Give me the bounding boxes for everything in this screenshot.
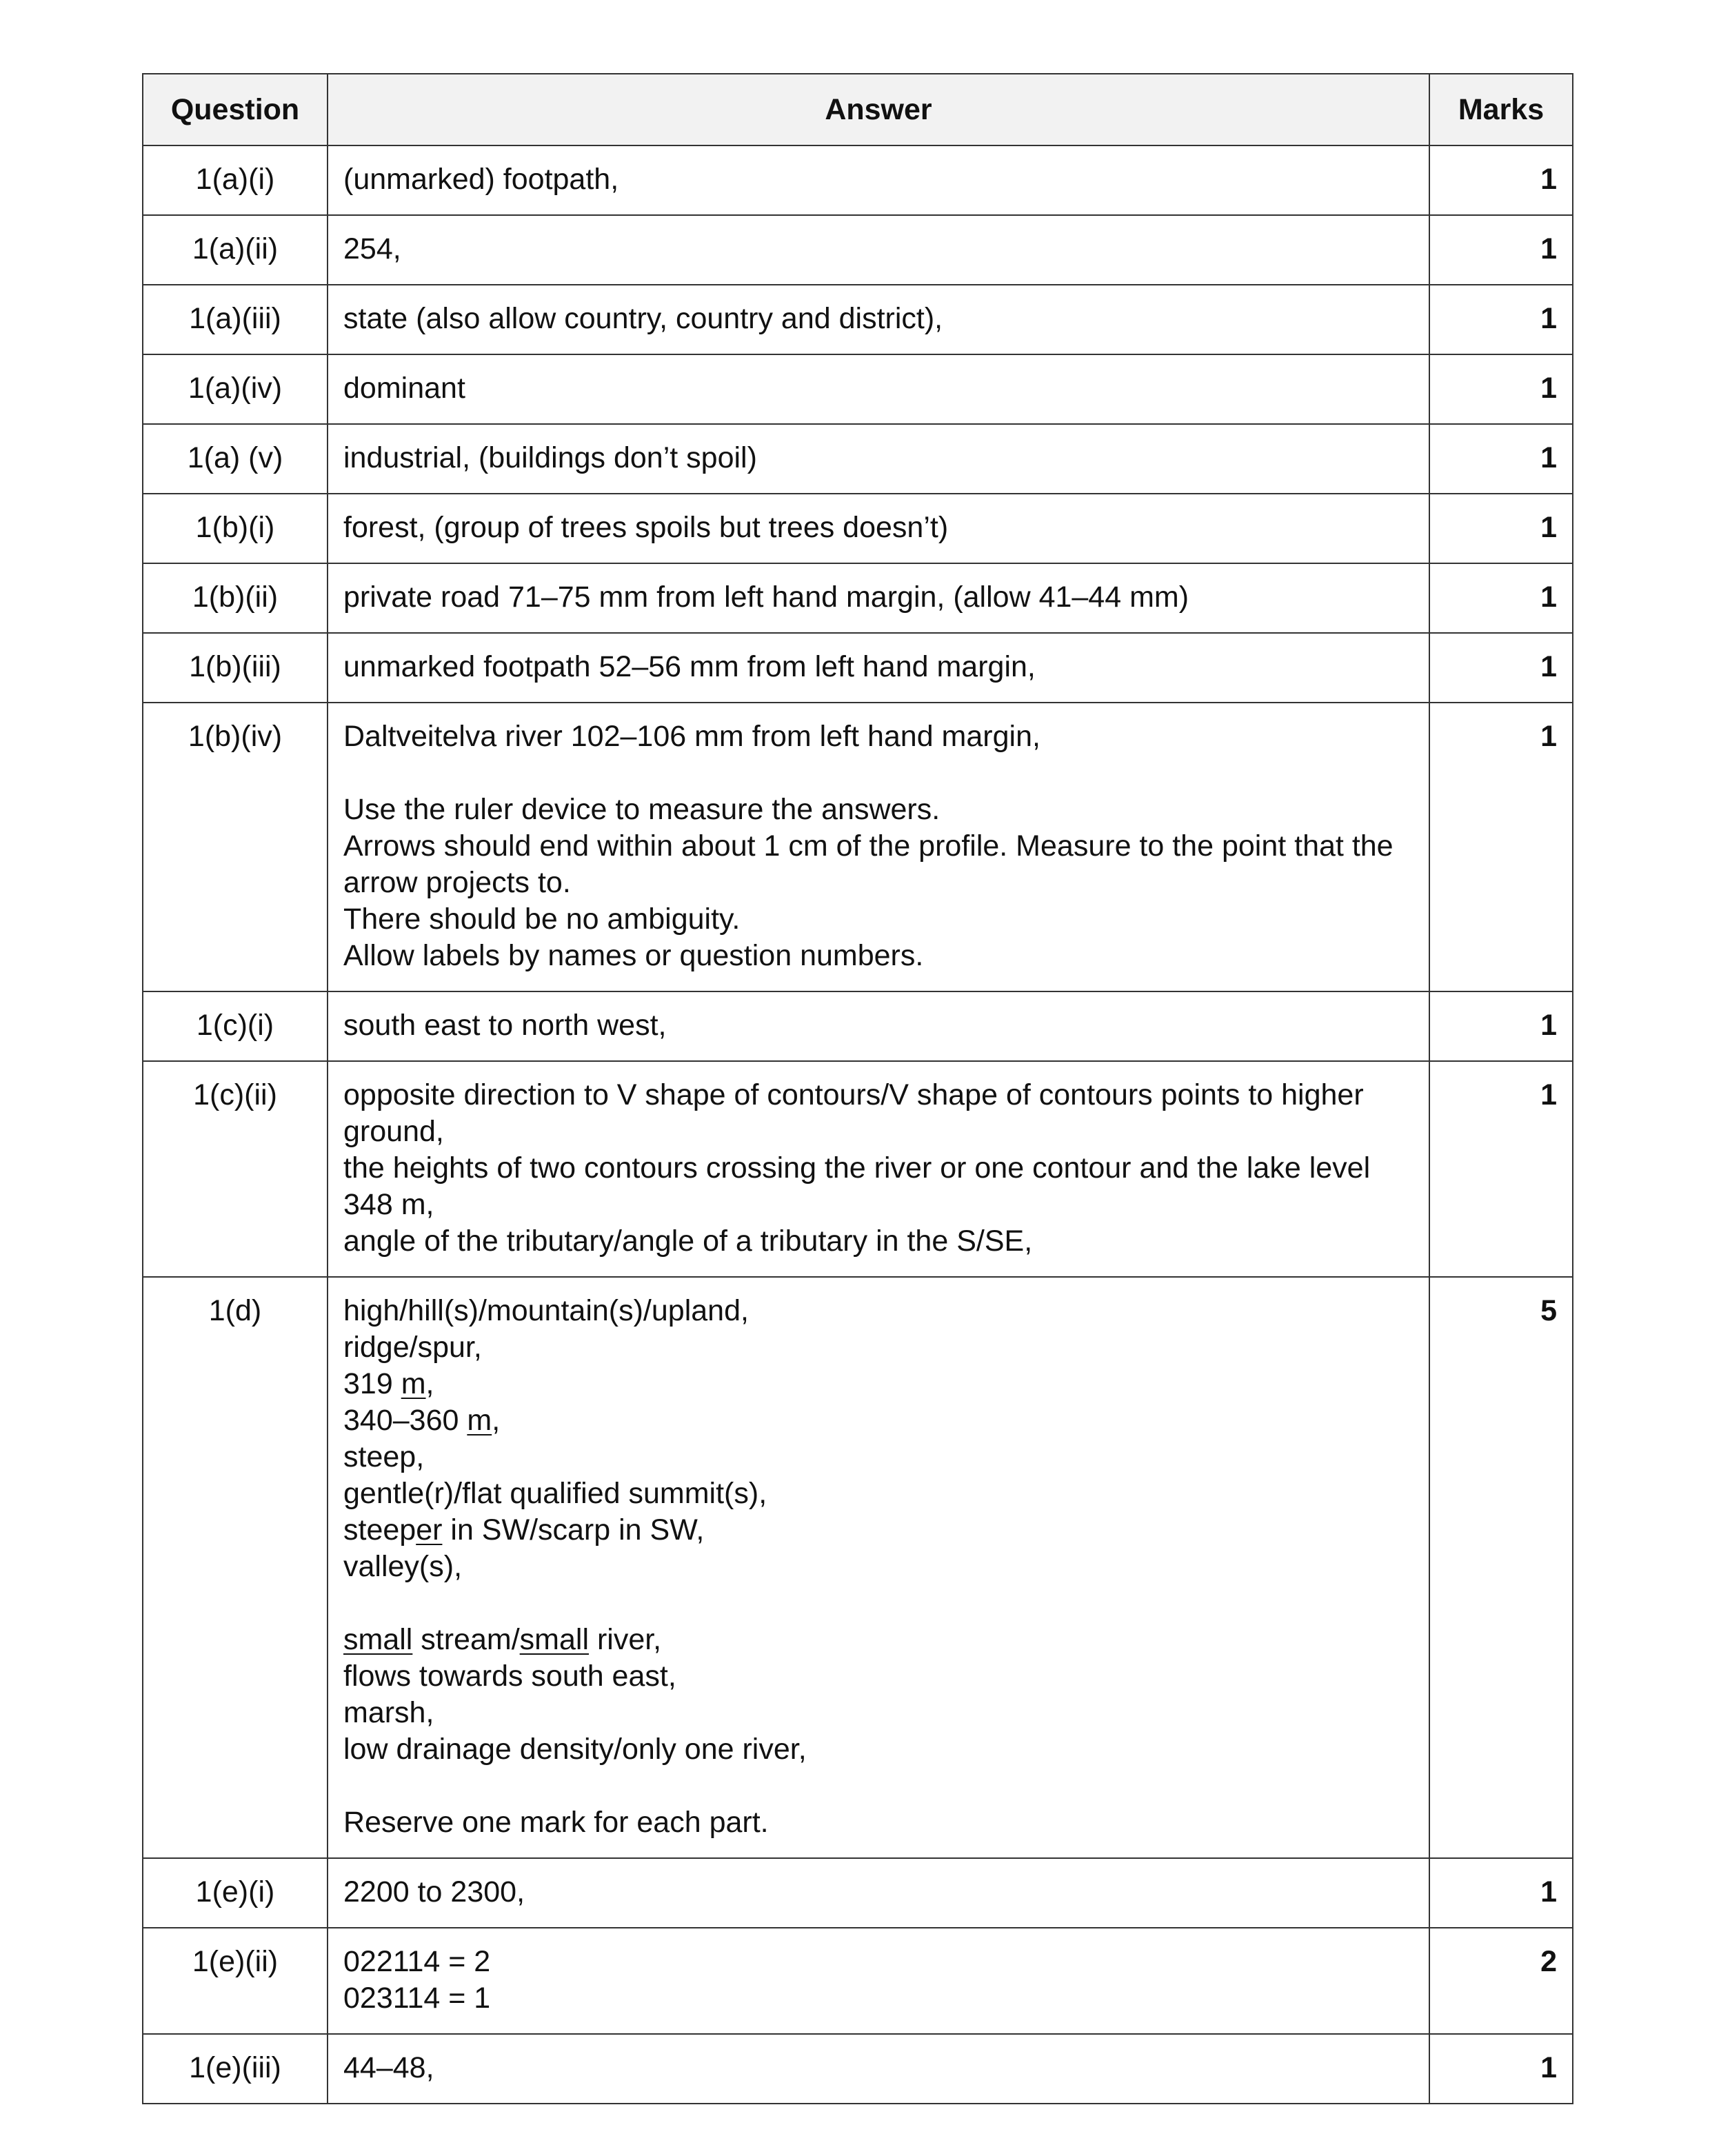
answer-line: valley(s), bbox=[343, 1550, 463, 1583]
marks-cell: 1 bbox=[1429, 1858, 1573, 1928]
question-number-cell: 1(b)(iii) bbox=[143, 633, 328, 703]
table-row bbox=[143, 285, 1573, 354]
answer-line: Daltveitelva river 102–106 mm from left hand margin, bbox=[343, 720, 1040, 753]
table-row bbox=[143, 1277, 1573, 1858]
marks-cell: 1 bbox=[1429, 354, 1573, 424]
answer-cell bbox=[328, 633, 1429, 703]
answer-line: 2200 to 2300, bbox=[343, 1875, 525, 1908]
answer-line: Reserve one mark for each part. bbox=[343, 1806, 769, 1839]
marks-cell: 1 bbox=[1429, 424, 1573, 494]
marks-cell: 1 bbox=[1429, 2034, 1573, 2104]
mark-scheme-page bbox=[142, 73, 1572, 2104]
answer-cell bbox=[328, 1277, 1429, 1858]
table-row bbox=[143, 1061, 1573, 1277]
table-header-row bbox=[143, 74, 1573, 145]
table-row bbox=[143, 424, 1573, 494]
marks-cell: 1 bbox=[1429, 703, 1573, 991]
question-number-cell: 1(b)(i) bbox=[143, 494, 328, 563]
answer-cell bbox=[328, 1858, 1429, 1928]
table-row bbox=[143, 2034, 1573, 2104]
answer-spacer bbox=[343, 1585, 1414, 1622]
marks-cell: 1 bbox=[1429, 215, 1573, 285]
table-row bbox=[143, 1858, 1573, 1928]
answer-line: 44–48, bbox=[343, 2051, 434, 2084]
answer-cell bbox=[328, 1061, 1429, 1277]
answer-line: steeper in SW/scarp in SW, bbox=[343, 1513, 705, 1547]
answer-line: small stream/small river, bbox=[343, 1623, 662, 1656]
table-row bbox=[143, 145, 1573, 215]
answer-column-header: Answer bbox=[328, 74, 1429, 145]
answer-line: There should be no ambiguity. bbox=[343, 903, 741, 936]
question-number-cell: 1(a)(iii) bbox=[143, 285, 328, 354]
answer-line: 319 m, bbox=[343, 1367, 434, 1400]
marks-cell: 1 bbox=[1429, 285, 1573, 354]
question-number-cell: 1(d) bbox=[143, 1277, 328, 1858]
mark-scheme-table bbox=[142, 73, 1573, 2104]
question-number-cell: 1(a)(ii) bbox=[143, 215, 328, 285]
answer-cell bbox=[328, 424, 1429, 494]
answer-line: ridge/spur, bbox=[343, 1331, 482, 1364]
question-number-cell: 1(b)(iv) bbox=[143, 703, 328, 991]
answer-line: steep, bbox=[343, 1440, 425, 1473]
marks-cell: 2 bbox=[1429, 1928, 1573, 2034]
answer-line: opposite direction to V shape of contours/V shape of contours points to higher ground, bbox=[343, 1078, 1372, 1148]
answer-line: private road 71–75 mm from left hand margin, (allow 41–44 mm) bbox=[343, 581, 1189, 614]
answer-cell bbox=[328, 563, 1429, 633]
answer-line: angle of the tributary/angle of a tributary in the S/SE, bbox=[343, 1225, 1033, 1258]
marks-cell: 1 bbox=[1429, 563, 1573, 633]
answer-line: marsh, bbox=[343, 1696, 434, 1729]
table-row bbox=[143, 703, 1573, 991]
answer-cell bbox=[328, 991, 1429, 1061]
marks-cell: 5 bbox=[1429, 1277, 1573, 1858]
answer-line: (unmarked) footpath, bbox=[343, 163, 619, 196]
answer-line: unmarked footpath 52–56 mm from left hand margin, bbox=[343, 650, 1036, 683]
answer-cell bbox=[328, 285, 1429, 354]
answer-line: 340–360 m, bbox=[343, 1404, 501, 1437]
answer-line: Arrows should end within about 1 cm of the profile. Measure to the point that the arrow projects to. bbox=[343, 829, 1402, 899]
question-number-cell: 1(e)(ii) bbox=[143, 1928, 328, 2034]
table-row bbox=[143, 354, 1573, 424]
table-row bbox=[143, 991, 1573, 1061]
answer-line: dominant bbox=[343, 372, 465, 405]
answer-cell bbox=[328, 494, 1429, 563]
answer-line: the heights of two contours crossing the river or one contour and the lake level 348 m, bbox=[343, 1151, 1379, 1221]
answer-line: Use the ruler device to measure the answers. bbox=[343, 793, 941, 826]
question-number-cell: 1(c)(ii) bbox=[143, 1061, 328, 1277]
question-number-cell: 1(e)(iii) bbox=[143, 2034, 328, 2104]
question-number-cell: 1(b)(ii) bbox=[143, 563, 328, 633]
answer-line: gentle(r)/flat qualified summit(s), bbox=[343, 1477, 767, 1510]
answer-spacer bbox=[343, 1768, 1414, 1804]
answer-line: industrial, (buildings don’t spoil) bbox=[343, 441, 757, 474]
answer-cell bbox=[328, 2034, 1429, 2104]
question-number-cell: 1(e)(i) bbox=[143, 1858, 328, 1928]
marks-cell: 1 bbox=[1429, 1061, 1573, 1277]
table-row bbox=[143, 633, 1573, 703]
marks-cell: 1 bbox=[1429, 991, 1573, 1061]
answer-cell bbox=[328, 215, 1429, 285]
answer-line: Allow labels by names or question numbers. bbox=[343, 939, 924, 972]
answer-cell bbox=[328, 703, 1429, 991]
table-row bbox=[143, 215, 1573, 285]
answer-line: flows towards south east, bbox=[343, 1660, 676, 1693]
table-body bbox=[143, 145, 1573, 2104]
answer-spacer bbox=[343, 755, 1414, 792]
question-number-cell: 1(a)(i) bbox=[143, 145, 328, 215]
answer-line: state (also allow country, country and district), bbox=[343, 302, 943, 335]
question-number-cell: 1(a)(iv) bbox=[143, 354, 328, 424]
answer-line: 022114 = 2 bbox=[343, 1945, 491, 1978]
answer-cell bbox=[328, 354, 1429, 424]
answer-line: forest, (group of trees spoils but trees doesn’t) bbox=[343, 511, 949, 544]
question-column-header: Question bbox=[143, 74, 328, 145]
marks-cell: 1 bbox=[1429, 145, 1573, 215]
table-row bbox=[143, 1928, 1573, 2034]
answer-line: 254, bbox=[343, 232, 401, 265]
marks-cell: 1 bbox=[1429, 633, 1573, 703]
answer-cell bbox=[328, 145, 1429, 215]
answer-line: high/hill(s)/mountain(s)/upland, bbox=[343, 1294, 749, 1327]
marks-column-header: Marks bbox=[1429, 74, 1573, 145]
answer-line: south east to north west, bbox=[343, 1009, 667, 1042]
table-row bbox=[143, 494, 1573, 563]
answer-line: low drainage density/only one river, bbox=[343, 1733, 807, 1766]
answer-cell bbox=[328, 1928, 1429, 2034]
answer-line: 023114 = 1 bbox=[343, 1982, 491, 2015]
question-number-cell: 1(a) (v) bbox=[143, 424, 328, 494]
marks-cell: 1 bbox=[1429, 494, 1573, 563]
question-number-cell: 1(c)(i) bbox=[143, 991, 328, 1061]
table-row bbox=[143, 563, 1573, 633]
